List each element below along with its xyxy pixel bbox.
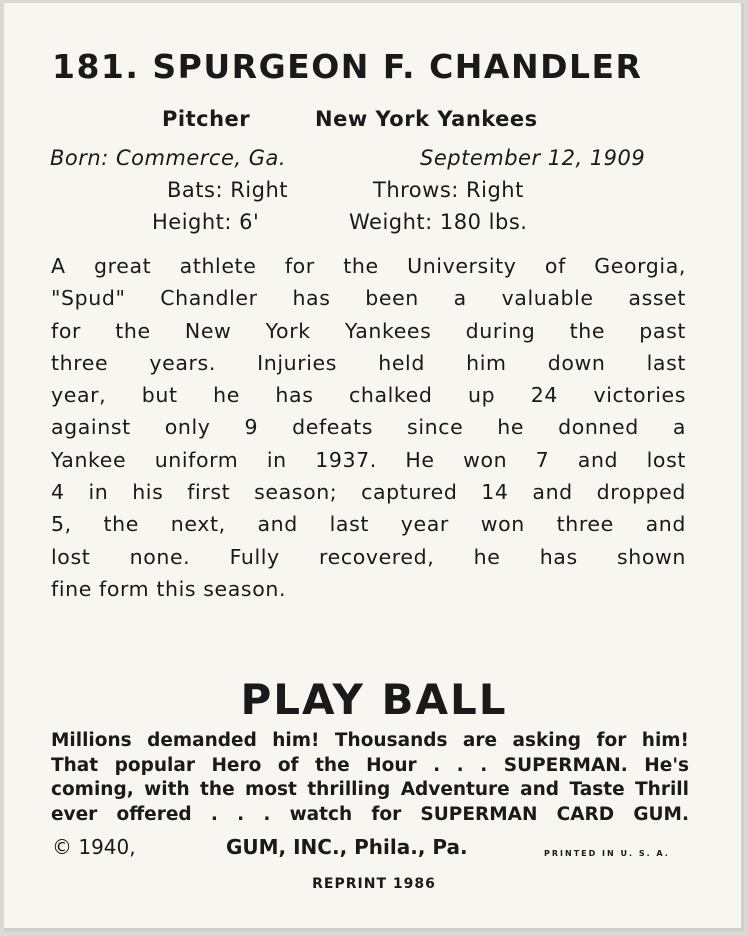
ad-line: That popular Hero of the Hour . . . SUPERMAN. He's bbox=[51, 754, 689, 776]
superman-ad bbox=[51, 729, 689, 827]
bio-line: for the New York Yankees during the past bbox=[51, 318, 686, 343]
copyright: © 1940, bbox=[52, 835, 136, 859]
bio-paragraph bbox=[51, 250, 686, 605]
publisher: GUM, INC., Phila., Pa. bbox=[226, 835, 468, 859]
ad-line: coming, with the most thrilling Adventure and Taste Thrill bbox=[51, 779, 689, 800]
bio-line: Yankee uniform in 1937. He won 7 and lost bbox=[51, 447, 686, 472]
weight: Weight: 180 lbs. bbox=[349, 210, 528, 234]
bio-line: lost none. Fully recovered, he has shown bbox=[51, 544, 686, 569]
bio-line: year, but he has chalked up 24 victories bbox=[51, 383, 686, 408]
player-title: 181. SPURGEON F. CHANDLER bbox=[52, 47, 643, 86]
bio-line: "Spud" Chandler has been a valuable asset bbox=[51, 286, 686, 311]
player-team: New York Yankees bbox=[315, 107, 538, 131]
bio-line: A great athlete for the University of Georgia, bbox=[51, 254, 686, 278]
card-back bbox=[4, 3, 744, 931]
ad-line: Millions demanded him! Thousands are asking for him! bbox=[51, 730, 689, 751]
bio-line: three years. Injuries held him down last bbox=[51, 350, 686, 375]
player-position: Pitcher bbox=[162, 107, 251, 131]
born-date: September 12, 1909 bbox=[420, 146, 646, 170]
height: Height: 6' bbox=[152, 210, 260, 234]
bio-line: 4 in his first season; captured 14 and dropped bbox=[51, 480, 686, 505]
reprint-note: REPRINT 1986 bbox=[312, 876, 436, 892]
printed-in-usa: PRINTED IN U. S. A. bbox=[544, 849, 670, 858]
bats: Bats: Right bbox=[167, 178, 288, 202]
born-place: Born: Commerce, Ga. bbox=[50, 146, 287, 170]
play-ball-headline: PLAY BALL bbox=[240, 675, 508, 724]
ad-line: ever offered . . . watch for SUPERMAN CARD GUM. bbox=[51, 803, 689, 825]
bio-line: fine form this season. bbox=[51, 576, 287, 601]
bio-line: 5, the next, and last year won three and bbox=[51, 512, 686, 537]
bio-line: against only 9 defeats since he donned a bbox=[51, 415, 686, 440]
throws: Throws: Right bbox=[373, 178, 524, 202]
